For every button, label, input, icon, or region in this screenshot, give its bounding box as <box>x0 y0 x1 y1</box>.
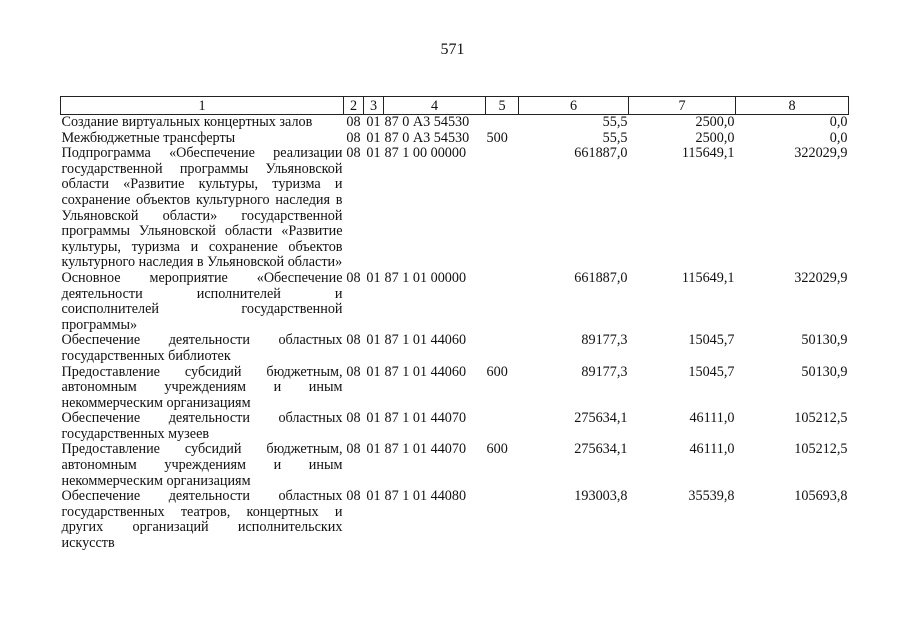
row-name: Предоставление субсидий бюджетным, автономным учреждениям и иным некоммерческим организациям <box>61 441 343 489</box>
section-code: 08 <box>346 410 361 427</box>
amount-col-7: 15045,7 <box>688 332 735 349</box>
amount-col-6: 193003,8 <box>574 488 628 505</box>
target-article-code: 87 0 А3 54530 <box>384 114 470 130</box>
column-header-5: 5 <box>486 97 519 115</box>
amount-col-6: 275634,1 <box>574 410 628 427</box>
amount-col-8: 0,0 <box>829 114 848 130</box>
subsection-code: 01 <box>366 332 381 349</box>
target-article-code: 87 1 01 44070 <box>384 410 467 427</box>
table-row <box>61 271 849 333</box>
subsection-code: 01 <box>366 129 381 146</box>
target-article-code: 87 1 01 44060 <box>384 332 467 349</box>
section-code: 08 <box>346 114 361 130</box>
page-number: 571 <box>440 41 465 58</box>
section-code: 08 <box>346 332 361 349</box>
expense-type-code <box>486 333 519 364</box>
amount-col-6: 55,5 <box>602 114 628 130</box>
table-row <box>61 333 849 364</box>
subsection-code: 01 <box>366 145 381 162</box>
section-code: 08 <box>346 488 361 505</box>
table-row <box>61 411 849 442</box>
column-header-8: 8 <box>736 97 849 115</box>
column-header-2: 2 <box>344 97 364 115</box>
expense-type-code: 600 <box>486 363 508 380</box>
row-name: Обеспечение деятельности областных государственных музеев <box>61 410 343 442</box>
column-header-3: 3 <box>364 97 384 115</box>
amount-col-6: 275634,1 <box>574 441 628 458</box>
amount-col-8: 50130,9 <box>801 332 848 349</box>
row-name: Создание виртуальных концертных залов <box>61 114 313 130</box>
amount-col-6: 661887,0 <box>574 145 628 162</box>
amount-col-7: 46111,0 <box>689 410 735 427</box>
target-article-code: 87 1 01 44080 <box>384 488 467 505</box>
column-header-4: 4 <box>384 97 486 115</box>
amount-col-8: 322029,9 <box>794 145 848 162</box>
expense-type-code <box>486 411 519 442</box>
amount-col-7: 115649,1 <box>681 145 735 162</box>
expense-type-code <box>486 115 519 131</box>
expense-type-code <box>486 489 519 551</box>
section-code: 08 <box>346 129 361 146</box>
amount-col-7: 2500,0 <box>695 129 735 146</box>
amount-col-6: 55,5 <box>602 129 628 146</box>
row-name: Межбюджетные трансферты <box>61 129 236 146</box>
amount-col-7: 2500,0 <box>695 114 735 130</box>
expense-type-code: 500 <box>486 129 508 146</box>
subsection-code: 01 <box>366 441 381 458</box>
table-header-row <box>61 97 849 115</box>
column-header-1: 1 <box>61 97 344 115</box>
amount-col-7: 115649,1 <box>681 269 735 286</box>
column-header-6: 6 <box>519 97 629 115</box>
amount-col-7: 15045,7 <box>688 363 735 380</box>
amount-col-7: 46111,0 <box>689 441 735 458</box>
expense-type-code <box>486 146 519 271</box>
amount-col-8: 105212,5 <box>794 410 848 427</box>
expense-type-code <box>486 271 519 333</box>
row-name: Обеспечение деятельности областных государственных театров, концертных и других организаций исполнительских искусств <box>61 488 343 552</box>
target-article-code: 87 0 А3 54530 <box>384 129 470 146</box>
subsection-code: 01 <box>366 488 381 505</box>
amount-col-6: 661887,0 <box>574 269 628 286</box>
table-row <box>61 115 849 131</box>
target-article-code: 87 1 01 44060 <box>384 363 467 380</box>
target-article-code: 87 1 01 44070 <box>384 441 467 458</box>
amount-col-7: 35539,8 <box>688 488 735 505</box>
table-row <box>61 365 849 412</box>
amount-col-8: 50130,9 <box>801 363 848 380</box>
table-row <box>61 131 849 147</box>
amount-col-8: 105212,5 <box>794 441 848 458</box>
table-row <box>61 146 849 271</box>
row-name: Основное мероприятие «Обеспечение деятельности исполнителей и соисполнителей государственной программы» <box>61 269 343 333</box>
expense-type-code: 600 <box>486 441 508 458</box>
subsection-code: 01 <box>366 363 381 380</box>
section-code: 08 <box>346 145 361 162</box>
budget-table <box>60 96 849 552</box>
row-name: Предоставление субсидий бюджетным, автономным учреждениям и иным некоммерческим организациям <box>61 363 343 411</box>
amount-col-6: 89177,3 <box>581 332 628 349</box>
target-article-code: 87 1 01 00000 <box>384 269 467 286</box>
subsection-code: 01 <box>366 114 381 130</box>
subsection-code: 01 <box>366 269 381 286</box>
table-row <box>61 442 849 489</box>
amount-col-8: 322029,9 <box>794 269 848 286</box>
section-code: 08 <box>346 363 361 380</box>
amount-col-6: 89177,3 <box>581 363 628 380</box>
target-article-code: 87 1 00 00000 <box>384 145 467 162</box>
section-code: 08 <box>346 441 361 458</box>
row-name: Обеспечение деятельности областных государственных библиотек <box>61 332 343 364</box>
subsection-code: 01 <box>366 410 381 427</box>
section-code: 08 <box>346 269 361 286</box>
amount-col-8: 105693,8 <box>794 488 848 505</box>
amount-col-8: 0,0 <box>829 129 848 146</box>
row-name: Подпрограмма «Обеспечение реализации государственной программы Ульяновской области «Развитие культуры, туризма и сохранение объектов культурного наследия в Ульяновской области» государственной программы Ульяновской области «Развитие культуры, туризма и сохранение объектов культурного наследия в Ульяновской области» <box>61 145 343 271</box>
table-row <box>61 489 849 551</box>
column-header-7: 7 <box>629 97 736 115</box>
